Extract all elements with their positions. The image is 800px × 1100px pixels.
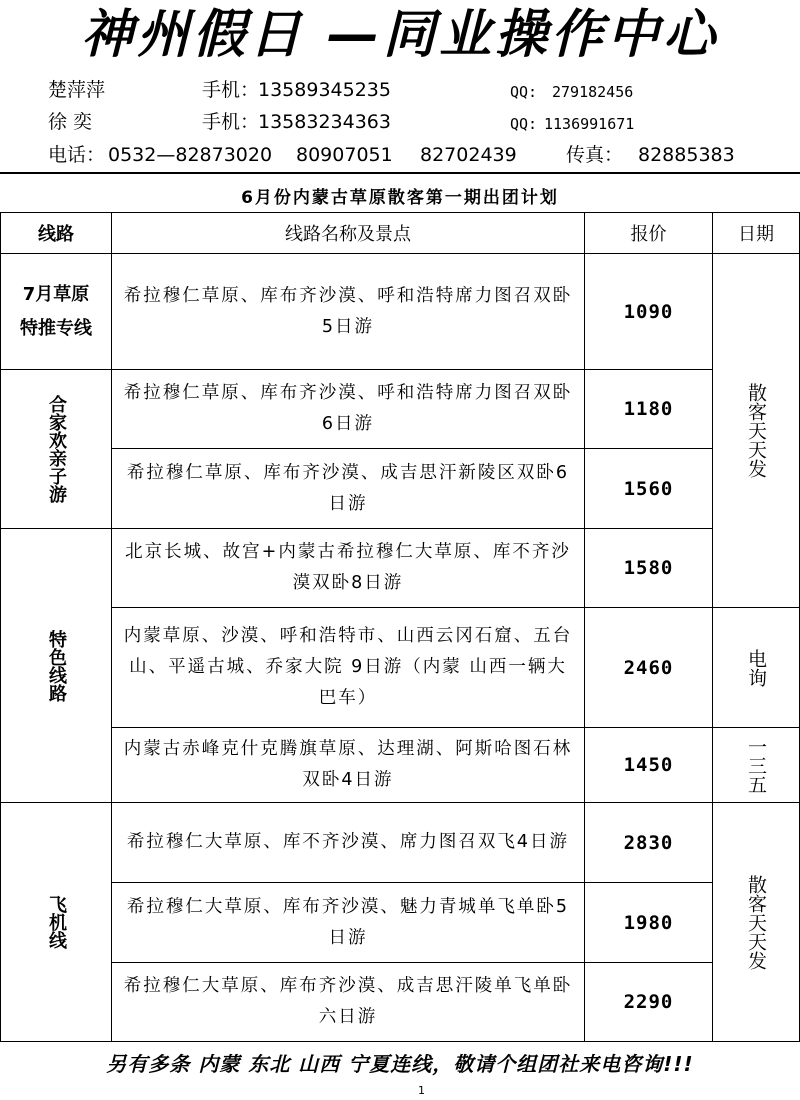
page-title: 神州假日 —同业操作中心 [80, 5, 720, 65]
route-price: 1580 [584, 528, 713, 608]
date-cell [712, 253, 800, 608]
contact-name: 徐 奕 [48, 111, 93, 133]
route-group-cell [0, 369, 112, 529]
qq-number: 279182456 [552, 83, 634, 101]
column-header-name: 线路名称及景点 [111, 212, 585, 254]
qq-number: 1136991671 [544, 115, 635, 133]
route-price: 2290 [584, 962, 713, 1042]
header-divider [0, 172, 800, 174]
route-description: 希拉穆仁草原、库布齐沙漠、呼和浩特席力图召双卧5日游 [111, 253, 585, 370]
route-group-label: 7月草原特推专线 [20, 283, 92, 339]
mobile-label: 手机： [202, 111, 260, 133]
route-group-label: 飞机线 [46, 895, 67, 949]
route-price: 1980 [584, 882, 713, 963]
route-price: 1560 [584, 448, 713, 529]
route-price: 2460 [584, 607, 713, 728]
route-group-cell [0, 253, 112, 370]
phone-number: 80907051 [296, 144, 393, 166]
qq-label: QQ: [510, 83, 538, 101]
column-header-price: 报价 [584, 212, 713, 254]
route-price: 1090 [584, 253, 713, 370]
route-group-cell [0, 528, 112, 803]
route-description: 希拉穆仁草原、库布齐沙漠、成吉思汗新陵区双卧6日游 [111, 448, 585, 529]
footer-note: 另有多条 内蒙 东北 山西 宁夏连线，敬请个组团社来电咨询!!! [106, 1052, 694, 1076]
route-group-label: 特色线路 [46, 629, 67, 702]
date-cell [712, 802, 800, 1042]
route-description: 希拉穆仁草原、库布齐沙漠、呼和浩特席力图召双卧6日游 [111, 369, 585, 449]
route-group-label: 合家欢亲子游 [46, 395, 67, 503]
route-description: 希拉穆仁大草原、库布齐沙漠、魅力青城单飞单卧5日游 [111, 882, 585, 963]
page-number: 1 [418, 1084, 425, 1097]
route-description: 内蒙古赤峰克什克腾旗草原、达理湖、阿斯哈图石林双卧4日游 [111, 727, 585, 803]
route-description: 希拉穆仁大草原、库不齐沙漠、席力图召双飞4日游 [111, 802, 585, 883]
phone-number: 0532—82873020 [108, 144, 273, 166]
route-description: 希拉穆仁大草原、库布齐沙漠、成吉思汗陵单飞单卧六日游 [111, 962, 585, 1042]
route-description: 北京长城、故宫+内蒙古希拉穆仁大草原、库不齐沙漠双卧8日游 [111, 528, 585, 608]
date-label: 散客天天发 [745, 874, 767, 970]
qq-label: QQ: [510, 115, 538, 133]
column-header-route: 线路 [0, 212, 112, 254]
plan-title: 6月份内蒙古草原散客第一期出团计划 [241, 188, 559, 208]
fax-number: 82885383 [638, 144, 735, 166]
date-label: 电询 [745, 648, 767, 687]
date-cell [712, 607, 800, 728]
contact-name: 楚萍萍 [48, 79, 106, 101]
mobile-number: 13583234363 [258, 111, 391, 133]
mobile-label: 手机： [202, 79, 260, 101]
route-description: 内蒙草原、沙漠、呼和浩特市、山西云冈石窟、五台山、平遥古城、乔家大院 9日游（内蒙 山西一辆大巴车） [111, 607, 585, 728]
route-price: 1450 [584, 727, 713, 803]
fax-label: 传真： [566, 144, 624, 166]
mobile-number: 13589345235 [258, 79, 391, 101]
column-header-date: 日期 [712, 212, 800, 254]
date-cell [712, 727, 800, 803]
phone-label: 电话： [48, 144, 106, 166]
phone-number: 82702439 [420, 144, 517, 166]
route-price: 1180 [584, 369, 713, 449]
date-label: 散客天天发 [745, 383, 767, 478]
route-price: 2830 [584, 802, 713, 883]
date-label: 一三五 [745, 736, 767, 794]
route-group-cell [0, 802, 112, 1042]
